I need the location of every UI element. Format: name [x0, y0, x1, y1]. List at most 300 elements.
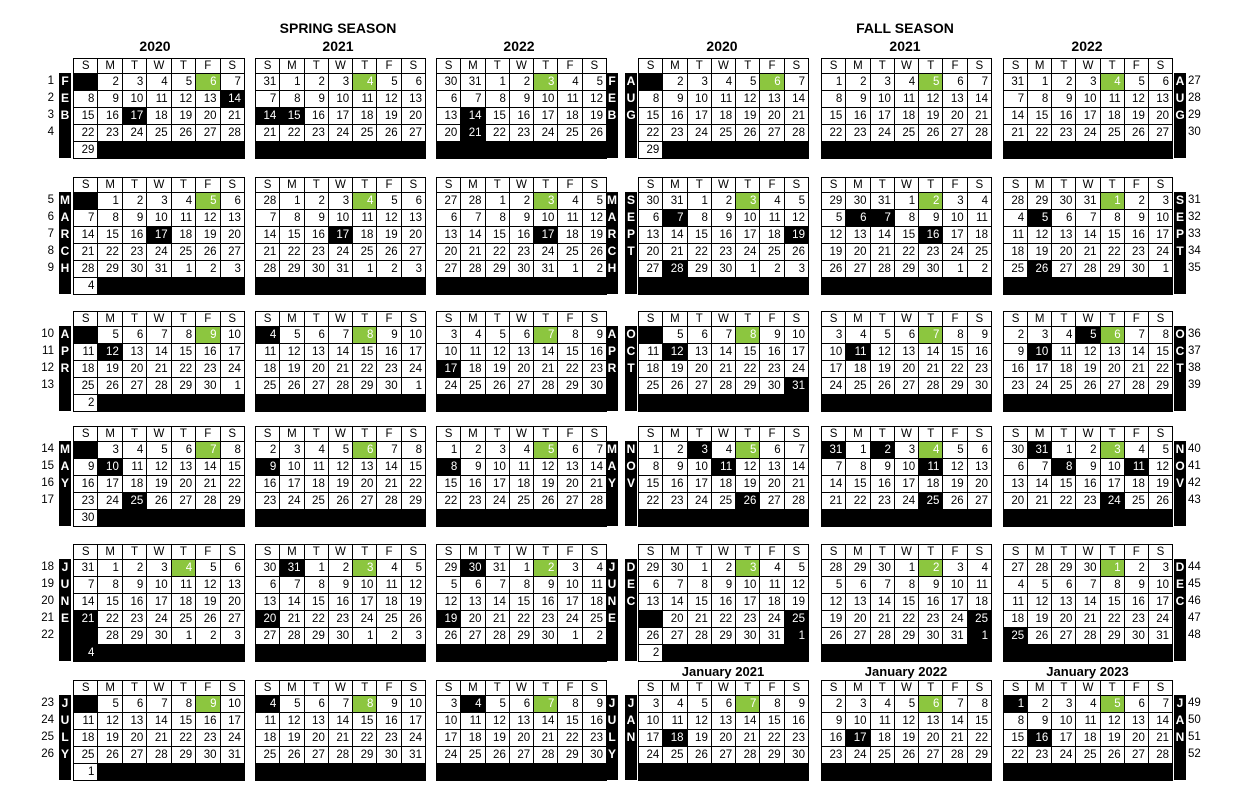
day-cell[interactable]: 5 [196, 560, 220, 577]
day-cell[interactable]: 14 [1148, 713, 1172, 730]
day-cell[interactable]: 20 [1052, 611, 1076, 628]
day-cell[interactable]: 28 [220, 125, 244, 142]
day-cell[interactable]: 18 [558, 227, 582, 244]
day-cell[interactable] [171, 510, 195, 527]
day-cell[interactable]: 6 [967, 442, 991, 459]
day-cell[interactable]: 23 [1052, 125, 1076, 142]
day-cell[interactable]: 15 [220, 459, 244, 476]
day-cell[interactable]: 26 [870, 378, 894, 395]
day-cell[interactable]: 7 [461, 210, 485, 227]
day-cell[interactable]: 8 [1148, 327, 1172, 344]
day-cell[interactable]: 23 [1004, 378, 1028, 395]
day-cell[interactable]: 2 [1124, 193, 1148, 210]
day-cell[interactable]: 24 [485, 493, 509, 510]
day-cell[interactable]: 14 [1076, 594, 1100, 611]
day-cell[interactable]: 11 [74, 344, 98, 361]
day-cell[interactable]: 29 [1100, 261, 1124, 278]
day-cell[interactable]: 1 [1028, 74, 1052, 91]
day-cell[interactable]: 22 [437, 493, 461, 510]
day-cell[interactable]: 2 [1076, 442, 1100, 459]
day-cell[interactable]: 17 [220, 713, 244, 730]
day-cell[interactable]: 6 [509, 327, 533, 344]
day-cell[interactable]: 14 [534, 344, 558, 361]
day-cell[interactable]: 1 [639, 442, 663, 459]
day-cell[interactable]: 31 [461, 74, 485, 91]
day-cell[interactable]: 27 [1004, 560, 1028, 577]
day-cell[interactable]: 5 [1076, 327, 1100, 344]
day-cell[interactable]: 12 [687, 713, 711, 730]
day-cell[interactable]: 14 [196, 459, 220, 476]
day-cell[interactable]: 7 [196, 442, 220, 459]
day-cell[interactable]: 7 [147, 696, 171, 713]
day-cell[interactable]: 4 [967, 560, 991, 577]
day-cell[interactable]: 27 [943, 125, 967, 142]
day-cell[interactable]: 27 [1124, 747, 1148, 764]
day-cell[interactable]: 5 [943, 442, 967, 459]
day-cell[interactable]: 9 [582, 696, 606, 713]
day-cell[interactable]: 3 [1052, 696, 1076, 713]
day-cell[interactable]: 27 [401, 125, 425, 142]
day-cell[interactable]: 14 [1076, 227, 1100, 244]
day-cell[interactable]: 16 [822, 730, 846, 747]
day-cell[interactable] [122, 142, 146, 159]
day-cell[interactable]: 1 [1004, 696, 1028, 713]
day-cell[interactable]: 6 [171, 442, 195, 459]
day-cell[interactable]: 27 [122, 378, 146, 395]
day-cell[interactable]: 14 [328, 344, 352, 361]
day-cell[interactable]: 7 [967, 74, 991, 91]
day-cell[interactable]: 14 [328, 713, 352, 730]
day-cell[interactable]: 24 [122, 125, 146, 142]
day-cell[interactable]: 8 [687, 210, 711, 227]
day-cell[interactable]: 1 [98, 193, 122, 210]
day-cell[interactable]: 6 [943, 74, 967, 91]
day-cell[interactable] [509, 510, 533, 527]
day-cell[interactable]: 21 [461, 244, 485, 261]
day-cell[interactable]: 31 [663, 193, 687, 210]
day-cell[interactable]: 13 [122, 344, 146, 361]
day-cell[interactable]: 1 [1100, 560, 1124, 577]
day-cell[interactable]: 29 [943, 378, 967, 395]
day-cell[interactable]: 2 [256, 442, 280, 459]
day-cell[interactable]: 13 [558, 459, 582, 476]
day-cell[interactable]: 17 [894, 476, 918, 493]
day-cell[interactable]: 10 [147, 577, 171, 594]
day-cell[interactable]: 7 [1148, 696, 1172, 713]
day-cell[interactable]: 16 [711, 594, 735, 611]
day-cell[interactable]: 28 [784, 125, 808, 142]
day-cell[interactable]: 10 [401, 327, 425, 344]
day-cell[interactable]: 20 [1004, 493, 1028, 510]
day-cell[interactable]: 27 [1052, 261, 1076, 278]
day-cell[interactable]: 15 [437, 476, 461, 493]
day-cell[interactable]: 5 [328, 442, 352, 459]
day-cell[interactable]: 29 [1100, 628, 1124, 645]
day-cell[interactable] [663, 395, 687, 412]
day-cell[interactable]: 4 [711, 442, 735, 459]
day-cell[interactable]: 19 [437, 611, 461, 628]
day-cell[interactable] [1004, 142, 1028, 159]
day-cell[interactable]: 12 [1100, 713, 1124, 730]
day-cell[interactable]: 18 [304, 476, 328, 493]
day-cell[interactable]: 29 [760, 747, 784, 764]
day-cell[interactable]: 16 [663, 108, 687, 125]
day-cell[interactable]: 22 [304, 611, 328, 628]
day-cell[interactable] [122, 764, 146, 781]
day-cell[interactable]: 8 [485, 91, 509, 108]
day-cell[interactable]: 7 [280, 577, 304, 594]
day-cell[interactable]: 19 [943, 476, 967, 493]
day-cell[interactable]: 27 [663, 628, 687, 645]
day-cell[interactable]: 20 [558, 476, 582, 493]
day-cell[interactable]: 27 [171, 493, 195, 510]
day-cell[interactable]: 23 [582, 730, 606, 747]
day-cell[interactable]: 23 [663, 493, 687, 510]
day-cell[interactable]: 17 [687, 476, 711, 493]
day-cell[interactable]: 2 [711, 193, 735, 210]
day-cell[interactable]: 26 [582, 125, 606, 142]
day-cell[interactable] [558, 142, 582, 159]
day-cell[interactable]: 13 [760, 459, 784, 476]
day-cell[interactable]: 5 [98, 696, 122, 713]
day-cell[interactable]: 26 [1028, 261, 1052, 278]
day-cell[interactable]: 17 [401, 344, 425, 361]
day-cell[interactable]: 11 [171, 577, 195, 594]
day-cell[interactable]: 8 [558, 327, 582, 344]
day-cell[interactable]: 18 [1124, 476, 1148, 493]
day-cell[interactable]: 24 [558, 611, 582, 628]
day-cell[interactable]: 4 [461, 327, 485, 344]
day-cell[interactable]: 14 [784, 459, 808, 476]
day-cell[interactable]: 29 [98, 261, 122, 278]
day-cell[interactable]: 21 [1076, 244, 1100, 261]
day-cell[interactable]: 28 [943, 747, 967, 764]
day-cell[interactable]: 22 [220, 476, 244, 493]
day-cell[interactable]: 26 [377, 125, 401, 142]
day-cell[interactable]: 23 [74, 493, 98, 510]
day-cell[interactable]: 30 [639, 193, 663, 210]
day-cell[interactable]: 15 [98, 227, 122, 244]
day-cell[interactable] [122, 510, 146, 527]
day-cell[interactable]: 19 [894, 730, 918, 747]
day-cell[interactable] [1100, 278, 1124, 295]
day-cell[interactable]: 12 [1028, 594, 1052, 611]
day-cell[interactable]: 23 [760, 361, 784, 378]
day-cell[interactable] [401, 278, 425, 295]
day-cell[interactable]: 6 [122, 327, 146, 344]
day-cell[interactable]: 14 [485, 594, 509, 611]
day-cell[interactable]: 4 [919, 442, 943, 459]
day-cell[interactable] [582, 142, 606, 159]
day-cell[interactable]: 15 [280, 227, 304, 244]
day-cell[interactable]: 17 [147, 227, 171, 244]
day-cell[interactable] [846, 510, 870, 527]
day-cell[interactable] [196, 278, 220, 295]
day-cell[interactable]: 15 [894, 227, 918, 244]
day-cell[interactable]: 7 [1076, 210, 1100, 227]
day-cell[interactable]: 3 [401, 628, 425, 645]
day-cell[interactable]: 28 [870, 261, 894, 278]
day-cell[interactable]: 10 [1052, 713, 1076, 730]
day-cell[interactable]: 18 [919, 476, 943, 493]
day-cell[interactable]: 26 [1028, 628, 1052, 645]
day-cell[interactable]: 20 [663, 611, 687, 628]
day-cell[interactable]: 4 [353, 193, 377, 210]
day-cell[interactable] [558, 645, 582, 662]
day-cell[interactable]: 26 [98, 378, 122, 395]
day-cell[interactable] [1052, 142, 1076, 159]
day-cell[interactable]: 19 [377, 108, 401, 125]
day-cell[interactable]: 22 [943, 361, 967, 378]
day-cell[interactable]: 7 [736, 696, 760, 713]
day-cell[interactable]: 2 [509, 193, 533, 210]
day-cell[interactable] [256, 142, 280, 159]
day-cell[interactable]: 20 [401, 227, 425, 244]
day-cell[interactable] [304, 142, 328, 159]
day-cell[interactable]: 11 [147, 91, 171, 108]
day-cell[interactable]: 19 [1028, 611, 1052, 628]
day-cell[interactable]: 25 [353, 125, 377, 142]
day-cell[interactable] [736, 278, 760, 295]
day-cell[interactable]: 22 [1004, 747, 1028, 764]
day-cell[interactable]: 14 [147, 344, 171, 361]
day-cell[interactable]: 7 [1124, 327, 1148, 344]
day-cell[interactable]: 11 [760, 577, 784, 594]
day-cell[interactable]: 2 [1052, 74, 1076, 91]
day-cell[interactable]: 3 [147, 560, 171, 577]
day-cell[interactable]: 31 [870, 193, 894, 210]
day-cell[interactable] [1004, 764, 1028, 781]
day-cell[interactable]: 8 [280, 91, 304, 108]
day-cell[interactable]: 30 [74, 510, 98, 527]
day-cell[interactable] [822, 278, 846, 295]
day-cell[interactable]: 25 [558, 244, 582, 261]
day-cell[interactable]: 18 [122, 476, 146, 493]
day-cell[interactable] [485, 510, 509, 527]
day-cell[interactable]: 4 [760, 560, 784, 577]
day-cell[interactable]: 19 [280, 361, 304, 378]
day-cell[interactable] [711, 645, 735, 662]
day-cell[interactable]: 4 [122, 442, 146, 459]
day-cell[interactable]: 4 [711, 74, 735, 91]
day-cell[interactable]: 13 [509, 713, 533, 730]
day-cell[interactable]: 2 [122, 193, 146, 210]
day-cell[interactable]: 26 [196, 244, 220, 261]
day-cell[interactable]: 11 [122, 459, 146, 476]
day-cell[interactable]: 16 [760, 344, 784, 361]
day-cell[interactable]: 1 [74, 764, 98, 781]
day-cell[interactable]: 18 [1004, 611, 1028, 628]
day-cell[interactable]: 30 [1004, 442, 1028, 459]
day-cell[interactable]: 26 [663, 378, 687, 395]
day-cell[interactable] [1028, 645, 1052, 662]
day-cell[interactable] [328, 278, 352, 295]
day-cell[interactable]: 18 [870, 730, 894, 747]
day-cell[interactable]: 30 [967, 378, 991, 395]
day-cell[interactable]: 26 [943, 493, 967, 510]
day-cell[interactable]: 6 [256, 577, 280, 594]
day-cell[interactable] [943, 395, 967, 412]
day-cell[interactable] [687, 395, 711, 412]
day-cell[interactable] [509, 764, 533, 781]
day-cell[interactable]: 15 [894, 594, 918, 611]
day-cell[interactable]: 22 [485, 125, 509, 142]
day-cell[interactable]: 28 [147, 378, 171, 395]
day-cell[interactable]: 11 [461, 344, 485, 361]
day-cell[interactable]: 17 [846, 730, 870, 747]
day-cell[interactable]: 29 [74, 142, 98, 159]
day-cell[interactable] [663, 764, 687, 781]
day-cell[interactable]: 6 [1100, 327, 1124, 344]
day-cell[interactable] [1100, 142, 1124, 159]
day-cell[interactable]: 21 [711, 361, 735, 378]
day-cell[interactable] [1028, 278, 1052, 295]
day-cell[interactable]: 24 [1052, 747, 1076, 764]
day-cell[interactable]: 30 [1076, 560, 1100, 577]
day-cell[interactable]: 24 [736, 244, 760, 261]
day-cell[interactable]: 19 [1076, 361, 1100, 378]
day-cell[interactable] [437, 395, 461, 412]
day-cell[interactable]: 20 [639, 244, 663, 261]
day-cell[interactable]: 12 [377, 210, 401, 227]
day-cell[interactable]: 17 [280, 476, 304, 493]
day-cell[interactable]: 29 [822, 193, 846, 210]
day-cell[interactable]: 27 [967, 493, 991, 510]
day-cell[interactable] [1004, 278, 1028, 295]
day-cell[interactable]: 23 [1076, 493, 1100, 510]
day-cell[interactable]: 6 [1052, 577, 1076, 594]
day-cell[interactable]: 29 [401, 493, 425, 510]
day-cell[interactable]: 3 [894, 442, 918, 459]
day-cell[interactable]: 13 [687, 344, 711, 361]
day-cell[interactable]: 17 [328, 108, 352, 125]
day-cell[interactable]: 5 [1028, 577, 1052, 594]
day-cell[interactable]: 11 [74, 713, 98, 730]
day-cell[interactable]: 14 [663, 594, 687, 611]
day-cell[interactable]: 25 [967, 244, 991, 261]
day-cell[interactable]: 19 [1148, 476, 1172, 493]
day-cell[interactable] [919, 278, 943, 295]
day-cell[interactable] [485, 764, 509, 781]
day-cell[interactable] [485, 395, 509, 412]
day-cell[interactable]: 1 [687, 560, 711, 577]
day-cell[interactable] [846, 764, 870, 781]
day-cell[interactable] [822, 764, 846, 781]
day-cell[interactable] [687, 645, 711, 662]
day-cell[interactable] [147, 142, 171, 159]
day-cell[interactable] [639, 74, 663, 91]
day-cell[interactable]: 11 [967, 577, 991, 594]
day-cell[interactable] [74, 327, 98, 344]
day-cell[interactable]: 9 [967, 327, 991, 344]
day-cell[interactable] [377, 645, 401, 662]
day-cell[interactable]: 8 [353, 696, 377, 713]
day-cell[interactable]: 16 [784, 713, 808, 730]
day-cell[interactable]: 2 [377, 628, 401, 645]
day-cell[interactable] [639, 510, 663, 527]
day-cell[interactable]: 21 [280, 611, 304, 628]
day-cell[interactable]: 16 [582, 713, 606, 730]
day-cell[interactable]: 8 [760, 696, 784, 713]
day-cell[interactable] [304, 510, 328, 527]
day-cell[interactable]: 30 [663, 560, 687, 577]
day-cell[interactable]: 6 [509, 696, 533, 713]
day-cell[interactable]: 23 [304, 125, 328, 142]
day-cell[interactable] [74, 193, 98, 210]
day-cell[interactable] [639, 764, 663, 781]
day-cell[interactable] [1076, 510, 1100, 527]
day-cell[interactable] [919, 142, 943, 159]
day-cell[interactable]: 18 [353, 227, 377, 244]
day-cell[interactable]: 9 [822, 713, 846, 730]
day-cell[interactable]: 4 [558, 74, 582, 91]
day-cell[interactable]: 19 [98, 361, 122, 378]
day-cell[interactable]: 15 [353, 713, 377, 730]
day-cell[interactable]: 29 [736, 378, 760, 395]
day-cell[interactable]: 2 [328, 560, 352, 577]
day-cell[interactable]: 31 [256, 74, 280, 91]
day-cell[interactable] [736, 764, 760, 781]
day-cell[interactable]: 21 [1004, 125, 1028, 142]
day-cell[interactable]: 6 [639, 577, 663, 594]
day-cell[interactable]: 6 [122, 696, 146, 713]
day-cell[interactable]: 3 [846, 696, 870, 713]
day-cell[interactable]: 7 [256, 91, 280, 108]
day-cell[interactable]: 4 [894, 74, 918, 91]
day-cell[interactable]: 22 [1028, 125, 1052, 142]
day-cell[interactable]: 26 [196, 611, 220, 628]
day-cell[interactable]: 16 [1004, 361, 1028, 378]
day-cell[interactable]: 12 [98, 713, 122, 730]
day-cell[interactable]: 13 [401, 210, 425, 227]
day-cell[interactable]: 10 [784, 327, 808, 344]
day-cell[interactable]: 27 [760, 493, 784, 510]
day-cell[interactable]: 2 [663, 442, 687, 459]
day-cell[interactable]: 14 [870, 594, 894, 611]
day-cell[interactable]: 9 [304, 91, 328, 108]
day-cell[interactable] [171, 142, 195, 159]
day-cell[interactable] [437, 142, 461, 159]
day-cell[interactable]: 5 [437, 577, 461, 594]
day-cell[interactable]: 12 [784, 210, 808, 227]
day-cell[interactable] [377, 395, 401, 412]
day-cell[interactable] [711, 278, 735, 295]
day-cell[interactable]: 16 [122, 227, 146, 244]
day-cell[interactable] [711, 510, 735, 527]
day-cell[interactable]: 28 [147, 747, 171, 764]
day-cell[interactable]: 1 [280, 193, 304, 210]
day-cell[interactable]: 21 [328, 361, 352, 378]
day-cell[interactable]: 2 [534, 560, 558, 577]
day-cell[interactable]: 14 [822, 476, 846, 493]
day-cell[interactable]: 17 [784, 344, 808, 361]
day-cell[interactable]: 6 [353, 442, 377, 459]
day-cell[interactable] [711, 764, 735, 781]
day-cell[interactable]: 28 [919, 378, 943, 395]
day-cell[interactable] [353, 142, 377, 159]
day-cell[interactable]: 31 [74, 560, 98, 577]
day-cell[interactable]: 24 [220, 730, 244, 747]
day-cell[interactable]: 30 [196, 378, 220, 395]
day-cell[interactable]: 7 [711, 327, 735, 344]
day-cell[interactable]: 25 [1052, 378, 1076, 395]
day-cell[interactable] [196, 142, 220, 159]
day-cell[interactable]: 3 [534, 193, 558, 210]
day-cell[interactable]: 9 [98, 91, 122, 108]
day-cell[interactable]: 30 [711, 261, 735, 278]
day-cell[interactable] [784, 395, 808, 412]
day-cell[interactable]: 28 [256, 193, 280, 210]
